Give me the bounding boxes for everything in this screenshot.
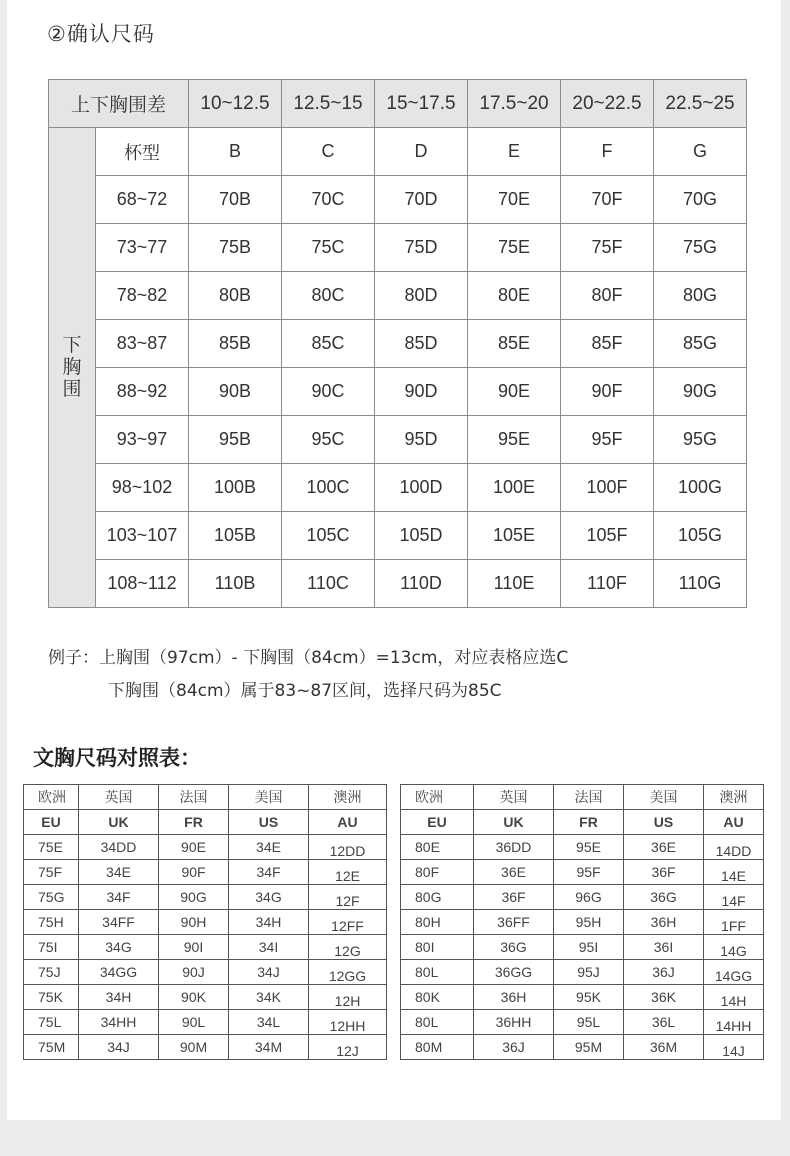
size-cell: 36E [624, 835, 704, 860]
column-header: 欧洲 [24, 785, 79, 810]
size-cell: 34H [79, 985, 159, 1010]
column-header: UK [79, 810, 159, 835]
size-cell: 36F [474, 885, 554, 910]
size-cell: 90F [159, 860, 229, 885]
size-cell: 34DD [79, 835, 159, 860]
size-cell: 80K [401, 985, 474, 1010]
size-conversion-table-left [23, 784, 387, 1060]
size-cell: 100B [189, 464, 282, 512]
size-cell: 80C [282, 272, 375, 320]
size-cell: 75I [24, 935, 79, 960]
table-row [24, 1035, 387, 1060]
size-cell: 36FF [474, 910, 554, 935]
table-row [401, 910, 764, 935]
size-cell: 80F [561, 272, 654, 320]
size-cell: 12F [309, 885, 387, 910]
cup-header: F [561, 128, 654, 176]
example-line-2: 下胸围（84cm）属于83~87区间，选择尺码为85C [108, 681, 502, 701]
size-cell: 75M [24, 1035, 79, 1060]
size-cell: 36DD [474, 835, 554, 860]
table-row [24, 910, 387, 935]
size-cell: 36F [624, 860, 704, 885]
size-cell: 36GG [474, 960, 554, 985]
size-cell: 12J [309, 1035, 387, 1060]
size-cell: 110E [468, 560, 561, 608]
column-header: US [624, 810, 704, 835]
size-cell: 95F [561, 416, 654, 464]
header-row-en [24, 810, 387, 835]
table-row [24, 960, 387, 985]
size-cell: 105G [654, 512, 747, 560]
size-cell: 90E [468, 368, 561, 416]
size-cell: 95B [189, 416, 282, 464]
size-cell: 80L [401, 1010, 474, 1035]
band-range: 103~107 [96, 512, 189, 560]
size-cell: 95C [282, 416, 375, 464]
size-cell: 14DD [704, 835, 764, 860]
size-cell: 90D [375, 368, 468, 416]
size-cell: 14G [704, 935, 764, 960]
size-cell: 75J [24, 960, 79, 985]
size-cell: 100E [468, 464, 561, 512]
size-cell: 34G [79, 935, 159, 960]
column-header: EU [24, 810, 79, 835]
table-row [24, 860, 387, 885]
size-cell: 75G [24, 885, 79, 910]
example-line-1: 例子：上胸围（97cm）- 下胸围（84cm）=13cm，对应表格应选C [48, 648, 569, 668]
size-cell: 12H [309, 985, 387, 1010]
header-row-cn [24, 785, 387, 810]
size-cell: 14GG [704, 960, 764, 985]
size-cell: 34GG [79, 960, 159, 985]
size-cell: 90H [159, 910, 229, 935]
size-cell: 110F [561, 560, 654, 608]
table-row [49, 464, 747, 512]
table-row [24, 885, 387, 910]
size-cell: 110G [654, 560, 747, 608]
table-row [401, 935, 764, 960]
column-header: FR [554, 810, 624, 835]
size-cell: 34E [79, 860, 159, 885]
band-range: 88~92 [96, 368, 189, 416]
size-cell: 34F [229, 860, 309, 885]
size-cell: 34M [229, 1035, 309, 1060]
size-cell: 80E [468, 272, 561, 320]
column-header: FR [159, 810, 229, 835]
size-cell: 85B [189, 320, 282, 368]
size-cell: 110C [282, 560, 375, 608]
size-cell: 75E [468, 224, 561, 272]
size-cell: 90E [159, 835, 229, 860]
table-row [49, 560, 747, 608]
table-row [49, 224, 747, 272]
size-cell: 36K [624, 985, 704, 1010]
range-header: 10~12.5 [189, 80, 282, 128]
size-cell: 80B [189, 272, 282, 320]
size-cell: 110B [189, 560, 282, 608]
column-header: 欧洲 [401, 785, 474, 810]
size-cell: 80H [401, 910, 474, 935]
size-cell: 36G [624, 885, 704, 910]
table-row [401, 1035, 764, 1060]
header-row [49, 80, 747, 128]
range-header: 22.5~25 [654, 80, 747, 128]
range-header: 17.5~20 [468, 80, 561, 128]
size-cell: 70F [561, 176, 654, 224]
band-range: 78~82 [96, 272, 189, 320]
size-cell: 100F [561, 464, 654, 512]
section-title: 文胸尺码对照表： [33, 746, 201, 770]
side-label: 下 胸 围 [49, 128, 96, 608]
size-cell: 90G [654, 368, 747, 416]
size-cell: 70B [189, 176, 282, 224]
size-cell: 110D [375, 560, 468, 608]
size-cell: 70D [375, 176, 468, 224]
size-cell: 36L [624, 1010, 704, 1035]
size-cell: 36M [624, 1035, 704, 1060]
cup-size-table [48, 79, 747, 608]
size-cell: 14H [704, 985, 764, 1010]
size-cell: 70C [282, 176, 375, 224]
table-row [49, 176, 747, 224]
size-cell: 14HH [704, 1010, 764, 1035]
size-cell: 75F [24, 860, 79, 885]
cup-header: E [468, 128, 561, 176]
size-cell: 80D [375, 272, 468, 320]
band-range: 93~97 [96, 416, 189, 464]
size-cell: 80G [654, 272, 747, 320]
size-cell: 75B [189, 224, 282, 272]
size-cell: 80M [401, 1035, 474, 1060]
band-range: 68~72 [96, 176, 189, 224]
size-cell: 100G [654, 464, 747, 512]
size-cell: 34J [229, 960, 309, 985]
size-cell: 95D [375, 416, 468, 464]
size-cell: 36H [624, 910, 704, 935]
table-row [49, 416, 747, 464]
size-cell: 85G [654, 320, 747, 368]
table-row [49, 320, 747, 368]
table-row [49, 368, 747, 416]
size-cell: 90G [159, 885, 229, 910]
column-header: US [229, 810, 309, 835]
size-cell: 90L [159, 1010, 229, 1035]
band-range: 108~112 [96, 560, 189, 608]
size-cell: 90K [159, 985, 229, 1010]
size-cell: 14E [704, 860, 764, 885]
size-cell: 36H [474, 985, 554, 1010]
table-row [24, 935, 387, 960]
size-cell: 12E [309, 860, 387, 885]
size-cell: 95I [554, 935, 624, 960]
size-cell: 34I [229, 935, 309, 960]
band-range: 73~77 [96, 224, 189, 272]
size-cell: 34K [229, 985, 309, 1010]
range-header: 12.5~15 [282, 80, 375, 128]
size-cell: 70G [654, 176, 747, 224]
band-range: 83~87 [96, 320, 189, 368]
size-cell: 34L [229, 1010, 309, 1035]
size-cell: 95J [554, 960, 624, 985]
column-header: AU [704, 810, 764, 835]
column-header: 英国 [79, 785, 159, 810]
size-cell: 14J [704, 1035, 764, 1060]
size-cell: 95H [554, 910, 624, 935]
header-row-en [401, 810, 764, 835]
cup-row [49, 128, 747, 176]
size-cell: 105C [282, 512, 375, 560]
cup-label: 杯型 [96, 128, 189, 176]
size-cell: 90B [189, 368, 282, 416]
column-header: EU [401, 810, 474, 835]
size-cell: 95K [554, 985, 624, 1010]
size-cell: 95E [468, 416, 561, 464]
size-cell: 80I [401, 935, 474, 960]
corner-label: 上下胸围差 [49, 80, 189, 128]
cup-header: D [375, 128, 468, 176]
size-conversion-table-right [400, 784, 764, 1060]
column-header: 美国 [624, 785, 704, 810]
size-cell: 105B [189, 512, 282, 560]
table-row [401, 960, 764, 985]
size-cell: 85E [468, 320, 561, 368]
size-cell: 34J [79, 1035, 159, 1060]
column-header: 美国 [229, 785, 309, 810]
cup-header: B [189, 128, 282, 176]
size-cell: 75F [561, 224, 654, 272]
size-cell: 34FF [79, 910, 159, 935]
size-cell: 1FF [704, 910, 764, 935]
size-cell: 12G [309, 935, 387, 960]
range-header: 20~22.5 [561, 80, 654, 128]
size-cell: 36G [474, 935, 554, 960]
table-row [49, 272, 747, 320]
size-cell: 80F [401, 860, 474, 885]
size-cell: 75G [654, 224, 747, 272]
size-cell: 12HH [309, 1010, 387, 1035]
size-cell: 12GG [309, 960, 387, 985]
size-cell: 100D [375, 464, 468, 512]
size-cell: 90J [159, 960, 229, 985]
size-cell: 95G [654, 416, 747, 464]
size-cell: 90C [282, 368, 375, 416]
cup-header: G [654, 128, 747, 176]
size-cell: 34HH [79, 1010, 159, 1035]
column-header: AU [309, 810, 387, 835]
size-cell: 90I [159, 935, 229, 960]
column-header: 法国 [159, 785, 229, 810]
size-cell: 80L [401, 960, 474, 985]
size-cell: 34E [229, 835, 309, 860]
band-range: 98~102 [96, 464, 189, 512]
column-header: 英国 [474, 785, 554, 810]
example-note [48, 642, 568, 708]
table-row [401, 835, 764, 860]
size-cell: 14F [704, 885, 764, 910]
size-cell: 95L [554, 1010, 624, 1035]
size-cell: 80E [401, 835, 474, 860]
table-row [401, 885, 764, 910]
column-header: 澳洲 [309, 785, 387, 810]
size-cell: 90M [159, 1035, 229, 1060]
size-cell: 75C [282, 224, 375, 272]
size-cell: 75E [24, 835, 79, 860]
table-row [49, 512, 747, 560]
size-cell: 36J [474, 1035, 554, 1060]
size-cell: 75D [375, 224, 468, 272]
size-cell: 95F [554, 860, 624, 885]
size-cell: 85C [282, 320, 375, 368]
size-cell: 34G [229, 885, 309, 910]
size-cell: 36J [624, 960, 704, 985]
size-cell: 85F [561, 320, 654, 368]
size-cell: 80G [401, 885, 474, 910]
size-cell: 75H [24, 910, 79, 935]
size-cell: 105E [468, 512, 561, 560]
size-cell: 85D [375, 320, 468, 368]
header-row-cn [401, 785, 764, 810]
table-row [24, 985, 387, 1010]
size-cell: 96G [554, 885, 624, 910]
size-cell: 90F [561, 368, 654, 416]
size-cell: 95E [554, 835, 624, 860]
column-header: 澳洲 [704, 785, 764, 810]
size-cell: 75K [24, 985, 79, 1010]
size-cell: 105D [375, 512, 468, 560]
column-header: 法国 [554, 785, 624, 810]
size-cell: 100C [282, 464, 375, 512]
size-cell: 36I [624, 935, 704, 960]
range-header: 15~17.5 [375, 80, 468, 128]
size-cell: 34H [229, 910, 309, 935]
size-cell: 12FF [309, 910, 387, 935]
table-row [401, 860, 764, 885]
table-row [401, 985, 764, 1010]
size-cell: 75L [24, 1010, 79, 1035]
size-cell: 70E [468, 176, 561, 224]
step-title: ②确认尺码 [47, 22, 155, 46]
table-row [24, 835, 387, 860]
table-row [24, 1010, 387, 1035]
size-cell: 36E [474, 860, 554, 885]
size-cell: 105F [561, 512, 654, 560]
size-cell: 95M [554, 1035, 624, 1060]
size-cell: 36HH [474, 1010, 554, 1035]
size-cell: 34F [79, 885, 159, 910]
column-header: UK [474, 810, 554, 835]
size-cell: 12DD [309, 835, 387, 860]
cup-header: C [282, 128, 375, 176]
table-row [401, 1010, 764, 1035]
